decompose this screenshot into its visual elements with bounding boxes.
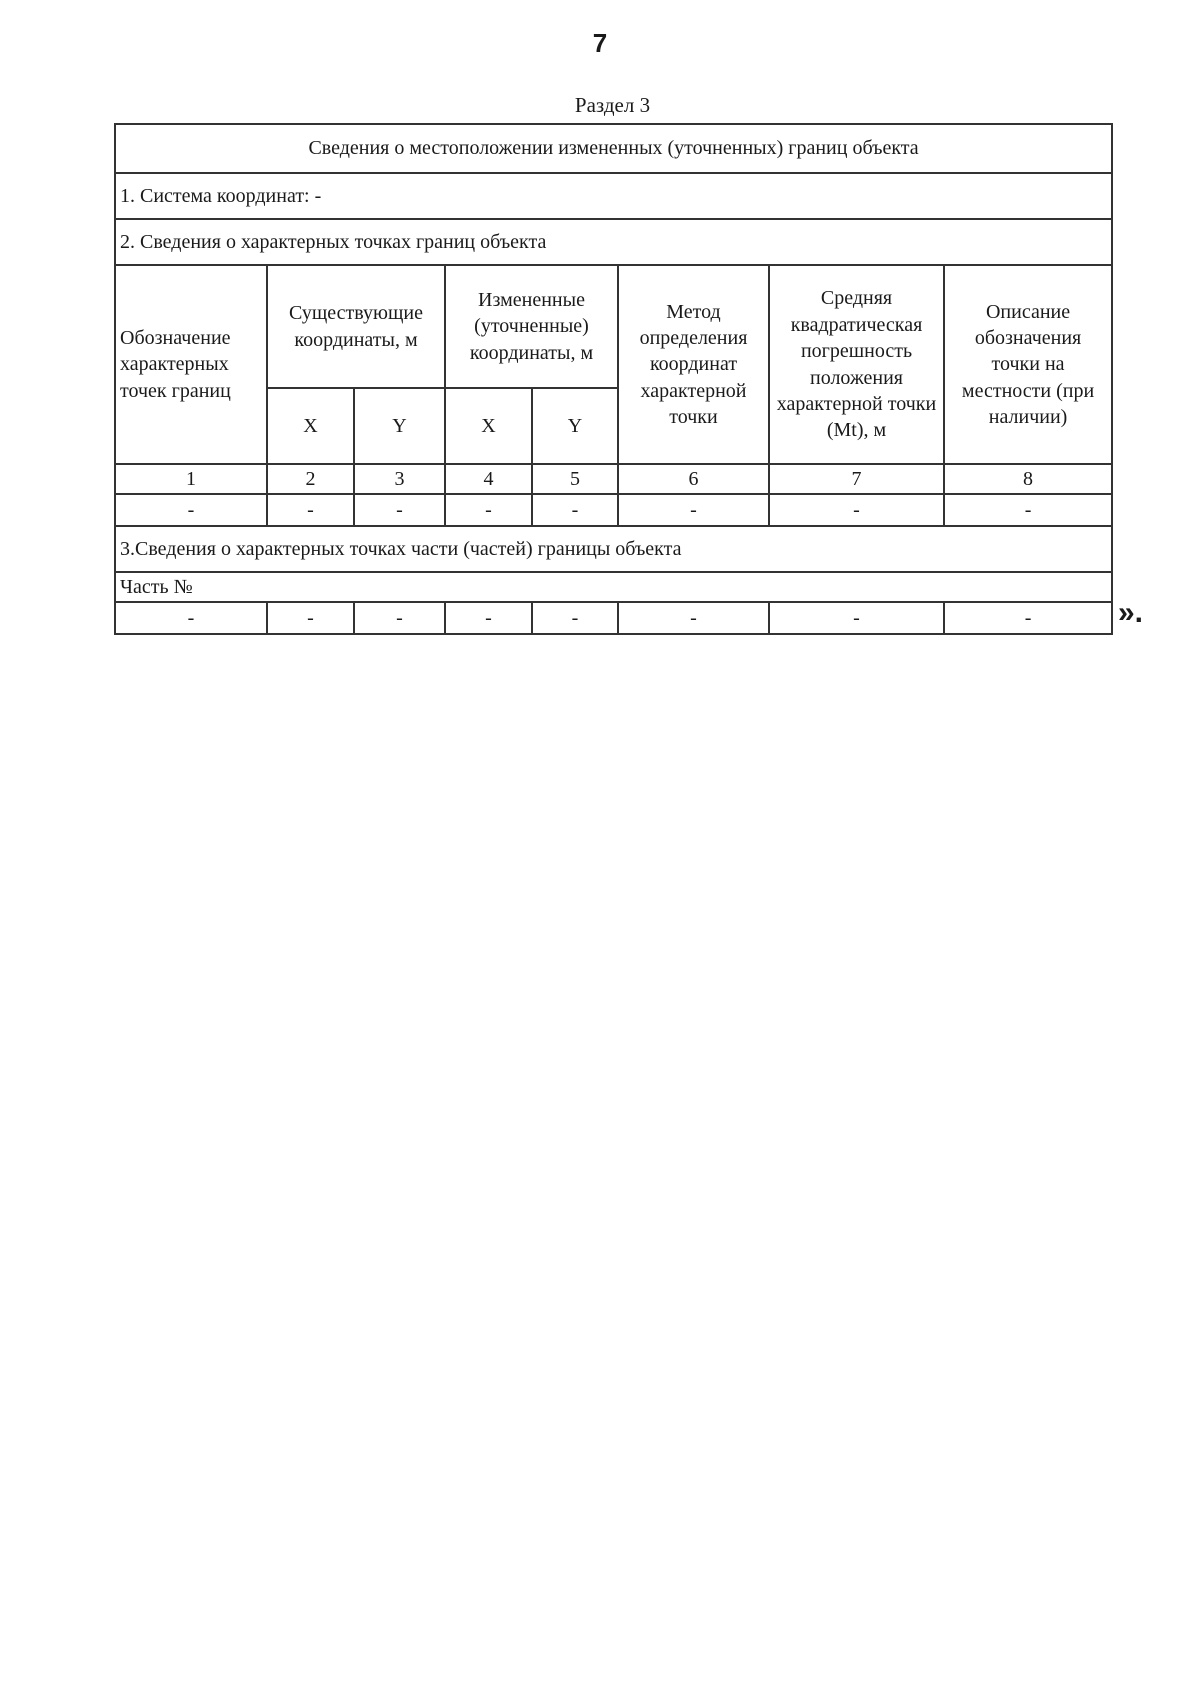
table-cell: -	[354, 602, 445, 634]
table-title-row	[115, 124, 1112, 173]
table-cell: -	[769, 494, 944, 526]
table-cell: -	[115, 494, 267, 526]
header-changed-coords: Измененные (уточненные) координаты, м	[445, 265, 618, 388]
page-number: 7	[592, 28, 608, 58]
header-x-existing: X	[267, 388, 354, 464]
boundary-info-table	[114, 123, 1113, 635]
header-description: Описание обозначения точки на местности (при наличии)	[944, 265, 1112, 464]
table-cell: -	[532, 602, 618, 634]
table-row	[115, 602, 1112, 634]
table-cell: -	[354, 494, 445, 526]
header-method: Метод определения координат характерной точки	[618, 265, 769, 464]
part-label-row	[115, 572, 1112, 602]
table-cell: -	[618, 494, 769, 526]
header-x-changed: X	[445, 388, 532, 464]
points-heading-row	[115, 219, 1112, 265]
coord-system: 1. Система координат: -	[115, 173, 1112, 219]
table-cell: -	[115, 602, 267, 634]
table-title: Сведения о местоположении измененных (уточненных) границ объекта	[115, 124, 1112, 173]
column-number: 4	[445, 464, 532, 494]
section-title: Раздел 3	[574, 93, 651, 117]
table-cell: -	[944, 602, 1112, 634]
closing-quote-mark: ».	[1118, 596, 1144, 629]
column-number: 5	[532, 464, 618, 494]
table-cell: -	[532, 494, 618, 526]
part-label: Часть №	[115, 572, 1112, 602]
header-row-top	[115, 265, 1112, 388]
header-existing-coords: Существующие координаты, м	[267, 265, 445, 388]
parts-heading-row	[115, 526, 1112, 572]
header-error: Средняя квадратическая погрешность положения характерной точки (Mt), м	[769, 265, 944, 464]
column-number: 3	[354, 464, 445, 494]
table-cell: -	[267, 602, 354, 634]
header-designation: Обозначение характерных точек границ	[115, 265, 267, 464]
column-number: 8	[944, 464, 1112, 494]
table-cell: -	[618, 602, 769, 634]
points-heading: 2. Сведения о характерных точках границ объекта	[115, 219, 1112, 265]
column-number: 6	[618, 464, 769, 494]
table-cell: -	[944, 494, 1112, 526]
table-row	[115, 494, 1112, 526]
header-y-changed: Y	[532, 388, 618, 464]
column-numbers-row	[115, 464, 1112, 494]
column-number: 7	[769, 464, 944, 494]
table-cell: -	[769, 602, 944, 634]
table-cell: -	[445, 494, 532, 526]
table-cell: -	[445, 602, 532, 634]
table-cell: -	[267, 494, 354, 526]
header-y-existing: Y	[354, 388, 445, 464]
coord-system-row	[115, 173, 1112, 219]
parts-heading: 3.Сведения о характерных точках части (частей) границы объекта	[115, 526, 1112, 572]
column-number: 2	[267, 464, 354, 494]
column-number: 1	[115, 464, 267, 494]
